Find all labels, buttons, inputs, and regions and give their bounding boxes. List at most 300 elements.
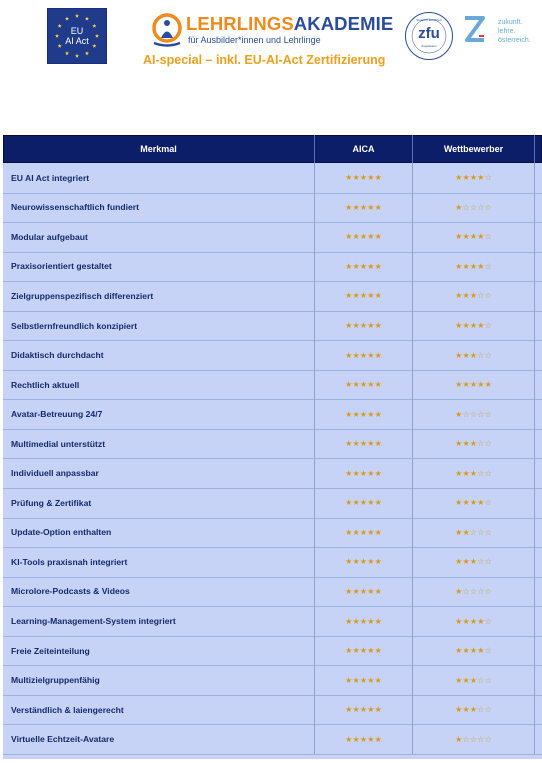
filled-star-icon: ★ bbox=[455, 675, 463, 685]
feature-label: EU AI Act integriert bbox=[11, 172, 90, 183]
filled-star-icon: ★ bbox=[462, 557, 470, 567]
filled-star-icon: ★ bbox=[345, 173, 353, 183]
competitor-rating-cell bbox=[413, 518, 535, 548]
star-rating bbox=[455, 173, 492, 182]
star-rating bbox=[455, 528, 492, 537]
star-rating bbox=[345, 291, 382, 300]
filled-star-icon: ★ bbox=[359, 261, 368, 271]
empty-star-icon: ☆ bbox=[477, 468, 485, 478]
table-row bbox=[3, 724, 542, 755]
feature-label: KI-Tools praxisnah integriert bbox=[11, 556, 128, 567]
empty-star-icon: ☆ bbox=[462, 409, 470, 419]
filled-star-icon: ★ bbox=[367, 409, 375, 419]
filled-star-icon: ★ bbox=[469, 646, 478, 656]
extra-cell bbox=[535, 636, 542, 666]
filled-star-icon: ★ bbox=[345, 232, 353, 242]
star-rating bbox=[345, 410, 382, 419]
empty-star-icon: ☆ bbox=[477, 202, 485, 212]
filled-star-icon: ★ bbox=[367, 291, 375, 301]
extra-cell bbox=[535, 252, 542, 282]
extra-cell bbox=[535, 606, 542, 636]
feature-cell bbox=[3, 518, 315, 548]
seal-ring-top-text: Staatlich Zertifiziert bbox=[416, 18, 442, 22]
empty-star-icon: ☆ bbox=[484, 527, 492, 537]
competitor-rating-cell bbox=[413, 636, 535, 666]
aica-rating-cell bbox=[315, 222, 413, 252]
filled-star-icon: ★ bbox=[374, 705, 382, 715]
filled-star-icon: ★ bbox=[352, 409, 360, 419]
aica-rating-cell bbox=[315, 577, 413, 607]
aica-rating-cell bbox=[315, 695, 413, 725]
table-row bbox=[3, 547, 542, 578]
empty-star-icon: ☆ bbox=[484, 468, 492, 478]
filled-star-icon: ★ bbox=[374, 527, 382, 537]
filled-star-icon: ★ bbox=[359, 586, 368, 596]
z-letter-icon bbox=[463, 15, 485, 43]
feature-cell bbox=[3, 281, 315, 311]
filled-star-icon: ★ bbox=[455, 705, 463, 715]
feature-label: Praxisorientiert gestaltet bbox=[11, 261, 112, 272]
filled-star-icon: ★ bbox=[352, 646, 360, 656]
feature-cell bbox=[3, 311, 315, 341]
column-header-feature: Merkmal bbox=[3, 135, 315, 163]
feature-cell bbox=[3, 163, 315, 193]
filled-star-icon: ★ bbox=[455, 616, 463, 626]
empty-star-icon: ☆ bbox=[469, 527, 478, 537]
filled-star-icon: ★ bbox=[469, 380, 478, 390]
empty-star-icon: ☆ bbox=[477, 350, 485, 360]
filled-star-icon: ★ bbox=[352, 232, 360, 242]
filled-star-icon: ★ bbox=[345, 616, 353, 626]
aica-rating-cell bbox=[315, 459, 413, 489]
filled-star-icon: ★ bbox=[359, 705, 368, 715]
star-rating bbox=[455, 232, 492, 241]
filled-star-icon: ★ bbox=[345, 586, 353, 596]
filled-star-icon: ★ bbox=[469, 232, 478, 242]
feature-label: Verständlich & laiengerecht bbox=[11, 704, 124, 715]
filled-star-icon: ★ bbox=[352, 291, 360, 301]
table-row bbox=[3, 459, 542, 490]
comparison-table bbox=[3, 135, 542, 759]
filled-star-icon: ★ bbox=[367, 557, 375, 567]
filled-star-icon: ★ bbox=[359, 202, 368, 212]
aica-rating-cell bbox=[315, 252, 413, 282]
filled-star-icon: ★ bbox=[469, 291, 478, 301]
feature-label: Learning-Management-System integriert bbox=[11, 616, 176, 626]
zf-line-2: lehre. bbox=[498, 28, 516, 35]
competitor-rating-cell bbox=[413, 606, 535, 636]
feature-label: Individuell anpassbar bbox=[11, 468, 99, 479]
aica-rating-cell bbox=[315, 311, 413, 341]
extra-cell bbox=[535, 518, 542, 548]
empty-star-icon: ☆ bbox=[484, 675, 492, 685]
star-rating bbox=[455, 646, 492, 655]
filled-star-icon: ★ bbox=[359, 173, 368, 183]
filled-star-icon: ★ bbox=[455, 734, 463, 744]
table-row bbox=[3, 281, 542, 312]
eu-star-icon bbox=[85, 16, 89, 20]
filled-star-icon: ★ bbox=[345, 439, 353, 449]
extra-cell bbox=[535, 459, 542, 489]
filled-star-icon: ★ bbox=[352, 380, 360, 390]
eu-star-icon bbox=[65, 16, 69, 20]
aica-rating-cell bbox=[315, 340, 413, 370]
aica-rating-cell bbox=[315, 518, 413, 548]
filled-star-icon: ★ bbox=[462, 261, 470, 271]
filled-star-icon: ★ bbox=[455, 468, 463, 478]
filled-star-icon: ★ bbox=[352, 498, 360, 508]
filled-star-icon: ★ bbox=[352, 616, 360, 626]
filled-star-icon: ★ bbox=[374, 734, 382, 744]
table-row bbox=[3, 370, 542, 401]
eu-star-icon bbox=[65, 51, 69, 55]
academy-name bbox=[186, 13, 393, 35]
competitor-rating-cell bbox=[413, 459, 535, 489]
filled-star-icon: ★ bbox=[374, 557, 382, 567]
feature-cell bbox=[3, 193, 315, 223]
filled-star-icon: ★ bbox=[352, 173, 360, 183]
filled-star-icon: ★ bbox=[345, 380, 353, 390]
extra-cell bbox=[535, 163, 542, 193]
aica-rating-cell bbox=[315, 399, 413, 429]
filled-star-icon: ★ bbox=[352, 350, 360, 360]
filled-star-icon: ★ bbox=[469, 616, 478, 626]
empty-star-icon: ☆ bbox=[469, 734, 478, 744]
empty-star-icon: ☆ bbox=[484, 557, 492, 567]
star-rating bbox=[345, 735, 382, 744]
extra-cell bbox=[535, 311, 542, 341]
extra-cell bbox=[535, 399, 542, 429]
filled-star-icon: ★ bbox=[359, 646, 368, 656]
filled-star-icon: ★ bbox=[462, 321, 470, 330]
star-rating bbox=[345, 351, 382, 360]
filled-star-icon: ★ bbox=[367, 321, 375, 330]
filled-star-icon: ★ bbox=[374, 439, 382, 449]
star-rating bbox=[455, 469, 492, 478]
academy-subtitle: für Ausbilder*innen und Lehrlinge bbox=[188, 35, 321, 45]
filled-star-icon: ★ bbox=[477, 380, 485, 390]
filled-star-icon: ★ bbox=[345, 261, 353, 271]
star-rating bbox=[455, 291, 492, 300]
filled-star-icon: ★ bbox=[477, 646, 485, 656]
table-row bbox=[3, 488, 542, 519]
filled-star-icon: ★ bbox=[359, 734, 368, 744]
empty-star-icon: ☆ bbox=[462, 202, 470, 212]
filled-star-icon: ★ bbox=[455, 291, 463, 301]
feature-cell bbox=[3, 665, 315, 695]
filled-star-icon: ★ bbox=[469, 468, 478, 478]
seal-word: zfu bbox=[418, 25, 440, 42]
table-row bbox=[3, 429, 542, 460]
star-rating bbox=[455, 410, 492, 419]
aica-rating-cell bbox=[315, 488, 413, 518]
filled-star-icon: ★ bbox=[367, 527, 375, 537]
competitor-rating-cell bbox=[413, 281, 535, 311]
extra-cell bbox=[535, 547, 542, 577]
empty-star-icon: ☆ bbox=[484, 202, 492, 212]
column-header-aica: AICA bbox=[315, 135, 413, 163]
feature-label: Neurowissenschaftlich fundiert bbox=[11, 202, 139, 213]
eu-ai-act-logo bbox=[47, 8, 107, 64]
feature-cell bbox=[3, 724, 315, 754]
filled-star-icon: ★ bbox=[367, 232, 375, 242]
filled-star-icon: ★ bbox=[374, 321, 382, 330]
filled-star-icon: ★ bbox=[469, 173, 478, 183]
feature-cell bbox=[3, 399, 315, 429]
filled-star-icon: ★ bbox=[345, 734, 353, 744]
filled-star-icon: ★ bbox=[469, 439, 478, 449]
filled-star-icon: ★ bbox=[477, 616, 485, 626]
filled-star-icon: ★ bbox=[367, 675, 375, 685]
zf-logo-text bbox=[498, 18, 531, 45]
filled-star-icon: ★ bbox=[374, 586, 382, 596]
filled-star-icon: ★ bbox=[374, 350, 382, 360]
filled-star-icon: ★ bbox=[352, 734, 360, 744]
filled-star-icon: ★ bbox=[469, 557, 478, 567]
feature-cell bbox=[3, 488, 315, 518]
star-rating bbox=[455, 557, 492, 566]
filled-star-icon: ★ bbox=[345, 291, 353, 301]
extra-cell bbox=[535, 370, 542, 400]
competitor-rating-cell bbox=[413, 340, 535, 370]
filled-star-icon: ★ bbox=[345, 675, 353, 685]
filled-star-icon: ★ bbox=[455, 261, 463, 271]
filled-star-icon: ★ bbox=[477, 321, 485, 330]
filled-star-icon: ★ bbox=[367, 380, 375, 390]
feature-cell bbox=[3, 340, 315, 370]
filled-star-icon: ★ bbox=[462, 291, 470, 301]
filled-star-icon: ★ bbox=[455, 380, 463, 390]
eu-star-icon bbox=[85, 51, 89, 55]
filled-star-icon: ★ bbox=[359, 321, 368, 330]
filled-star-icon: ★ bbox=[352, 261, 360, 271]
competitor-rating-cell bbox=[413, 252, 535, 282]
feature-label: Modular aufgebaut bbox=[11, 231, 88, 242]
feature-label: Selbstlernfreundlich konzipiert bbox=[11, 320, 138, 331]
filled-star-icon: ★ bbox=[345, 557, 353, 567]
filled-star-icon: ★ bbox=[359, 675, 368, 685]
eu-star-icon bbox=[75, 14, 79, 18]
table-header-row bbox=[3, 135, 542, 163]
competitor-rating-cell bbox=[413, 163, 535, 193]
filled-star-icon: ★ bbox=[374, 380, 382, 390]
filled-star-icon: ★ bbox=[477, 498, 485, 508]
table-row bbox=[3, 252, 542, 283]
filled-star-icon: ★ bbox=[359, 409, 368, 419]
feature-label: Avatar-Betreuung 24/7 bbox=[11, 409, 103, 420]
star-rating bbox=[345, 676, 382, 685]
star-rating bbox=[345, 232, 382, 241]
filled-star-icon: ★ bbox=[374, 261, 382, 271]
empty-star-icon: ☆ bbox=[484, 705, 492, 715]
filled-star-icon: ★ bbox=[367, 705, 375, 715]
filled-star-icon: ★ bbox=[359, 498, 368, 508]
extra-cell bbox=[535, 695, 542, 725]
filled-star-icon: ★ bbox=[455, 321, 463, 330]
star-rating bbox=[345, 617, 382, 626]
star-rating bbox=[455, 587, 492, 596]
table-row bbox=[3, 399, 542, 430]
feature-label: Rechtlich aktuell bbox=[11, 379, 80, 390]
empty-star-icon: ☆ bbox=[462, 586, 470, 596]
filled-star-icon: ★ bbox=[352, 439, 360, 449]
filled-star-icon: ★ bbox=[367, 468, 375, 478]
empty-star-icon: ☆ bbox=[484, 646, 492, 656]
star-rating bbox=[345, 439, 382, 448]
filled-star-icon: ★ bbox=[455, 498, 463, 508]
filled-star-icon: ★ bbox=[359, 380, 368, 390]
filled-star-icon: ★ bbox=[462, 705, 470, 715]
filled-star-icon: ★ bbox=[462, 675, 470, 685]
aica-rating-cell bbox=[315, 547, 413, 577]
filled-star-icon: ★ bbox=[374, 202, 382, 212]
filled-star-icon: ★ bbox=[455, 409, 463, 419]
filled-star-icon: ★ bbox=[455, 557, 463, 567]
empty-star-icon: ☆ bbox=[484, 173, 492, 183]
filled-star-icon: ★ bbox=[367, 261, 375, 271]
feature-label: Multizielgruppenfähig bbox=[11, 675, 100, 686]
filled-star-icon: ★ bbox=[469, 350, 478, 360]
filled-star-icon: ★ bbox=[367, 350, 375, 360]
feature-label: Multimedial unterstützt bbox=[11, 438, 106, 449]
academy-person-icon bbox=[152, 13, 182, 47]
empty-star-icon: ☆ bbox=[477, 527, 485, 537]
empty-star-icon: ☆ bbox=[484, 291, 492, 301]
empty-star-icon: ☆ bbox=[477, 705, 485, 715]
empty-star-icon: ☆ bbox=[484, 439, 492, 449]
star-rating bbox=[455, 498, 492, 507]
filled-star-icon: ★ bbox=[345, 202, 353, 212]
star-rating bbox=[455, 351, 492, 360]
filled-star-icon: ★ bbox=[345, 527, 353, 537]
table-row bbox=[3, 340, 542, 371]
filled-star-icon: ★ bbox=[462, 527, 470, 537]
filled-star-icon: ★ bbox=[477, 173, 485, 183]
filled-star-icon: ★ bbox=[455, 202, 463, 212]
competitor-rating-cell bbox=[413, 193, 535, 223]
filled-star-icon: ★ bbox=[462, 498, 470, 508]
filled-star-icon: ★ bbox=[484, 380, 492, 390]
filled-star-icon: ★ bbox=[462, 646, 470, 656]
feature-cell bbox=[3, 459, 315, 489]
empty-star-icon: ☆ bbox=[484, 616, 492, 626]
seal-ring-bottom-text: Zugelassen bbox=[421, 44, 437, 48]
filled-star-icon: ★ bbox=[455, 173, 463, 183]
competitor-rating-cell bbox=[413, 370, 535, 400]
feature-cell bbox=[3, 695, 315, 725]
filled-star-icon: ★ bbox=[345, 646, 353, 656]
filled-star-icon: ★ bbox=[345, 468, 353, 478]
empty-star-icon: ☆ bbox=[484, 232, 492, 242]
filled-star-icon: ★ bbox=[455, 232, 463, 242]
filled-star-icon: ★ bbox=[367, 173, 375, 183]
competitor-rating-cell bbox=[413, 222, 535, 252]
empty-star-icon: ☆ bbox=[477, 734, 485, 744]
extra-cell bbox=[535, 222, 542, 252]
star-rating bbox=[345, 262, 382, 271]
star-rating bbox=[455, 380, 492, 389]
filled-star-icon: ★ bbox=[352, 202, 360, 212]
eu-logo-line1: EU bbox=[70, 26, 84, 36]
eu-logo-line2: AI Act bbox=[65, 36, 89, 46]
feature-label: Zielgruppenspezifisch differenziert bbox=[11, 290, 154, 301]
empty-star-icon: ☆ bbox=[484, 350, 492, 360]
filled-star-icon: ★ bbox=[367, 616, 375, 626]
competitor-rating-cell bbox=[413, 665, 535, 695]
feature-cell bbox=[3, 252, 315, 282]
filled-star-icon: ★ bbox=[367, 202, 375, 212]
filled-star-icon: ★ bbox=[352, 527, 360, 537]
filled-star-icon: ★ bbox=[462, 350, 470, 360]
empty-star-icon: ☆ bbox=[484, 321, 492, 330]
filled-star-icon: ★ bbox=[345, 409, 353, 419]
filled-star-icon: ★ bbox=[477, 232, 485, 242]
table-row bbox=[3, 193, 542, 224]
star-rating bbox=[345, 587, 382, 596]
star-rating bbox=[345, 469, 382, 478]
extra-cell bbox=[535, 281, 542, 311]
filled-star-icon: ★ bbox=[455, 646, 463, 656]
star-rating bbox=[345, 646, 382, 655]
aica-rating-cell bbox=[315, 281, 413, 311]
competitor-rating-cell bbox=[413, 547, 535, 577]
filled-star-icon: ★ bbox=[352, 557, 360, 567]
competitor-rating-cell bbox=[413, 488, 535, 518]
filled-star-icon: ★ bbox=[462, 439, 470, 449]
feature-cell bbox=[3, 222, 315, 252]
feature-label: Prüfung & Zertifikat bbox=[11, 497, 92, 508]
feature-cell bbox=[3, 577, 315, 607]
filled-star-icon: ★ bbox=[374, 409, 382, 419]
empty-star-icon: ☆ bbox=[484, 261, 492, 271]
table-row bbox=[3, 311, 542, 342]
star-rating bbox=[455, 321, 492, 330]
star-rating bbox=[455, 203, 492, 212]
extra-cell bbox=[535, 488, 542, 518]
academy-name-part2: AKADEMIE bbox=[293, 13, 394, 34]
feature-cell bbox=[3, 606, 315, 636]
filled-star-icon: ★ bbox=[374, 498, 382, 508]
empty-star-icon: ☆ bbox=[477, 409, 485, 419]
filled-star-icon: ★ bbox=[345, 705, 353, 715]
star-rating bbox=[345, 705, 382, 714]
filled-star-icon: ★ bbox=[367, 646, 375, 656]
filled-star-icon: ★ bbox=[359, 439, 368, 449]
table-row bbox=[3, 636, 542, 667]
feature-label: Freie Zeiteinteilung bbox=[11, 645, 90, 656]
filled-star-icon: ★ bbox=[462, 173, 470, 183]
star-rating bbox=[455, 735, 492, 744]
empty-star-icon: ☆ bbox=[477, 675, 485, 685]
feature-label: Virtuelle Echtzeit-Avatare bbox=[11, 734, 115, 745]
feature-label: Update-Option enthalten bbox=[11, 527, 112, 538]
filled-star-icon: ★ bbox=[352, 705, 360, 715]
empty-star-icon: ☆ bbox=[477, 557, 485, 567]
star-rating bbox=[345, 173, 382, 182]
aica-rating-cell bbox=[315, 606, 413, 636]
table-row bbox=[3, 577, 542, 608]
star-rating bbox=[455, 439, 492, 448]
star-rating bbox=[455, 676, 492, 685]
filled-star-icon: ★ bbox=[374, 291, 382, 301]
star-rating bbox=[455, 262, 492, 271]
table-row bbox=[3, 163, 542, 194]
aica-rating-cell bbox=[315, 370, 413, 400]
aica-rating-cell bbox=[315, 429, 413, 459]
filled-star-icon: ★ bbox=[359, 232, 368, 242]
filled-star-icon: ★ bbox=[352, 586, 360, 596]
filled-star-icon: ★ bbox=[469, 498, 478, 508]
